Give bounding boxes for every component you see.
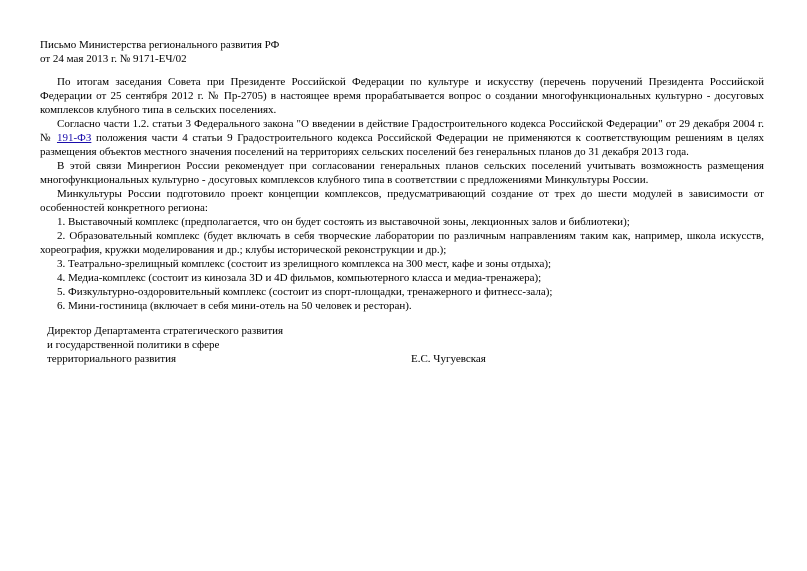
list-item: 5. Физкультурно-оздоровительный комплекс (состоит из спорт-площадки, тренажерного и фитнесс-зала); (57, 286, 553, 298)
paragraph-2-text-start: Согласно части 1.2. статьи 3 Федерального закона "О введении в действие Градостроительного кодекса Российской Федерации" от 29 декабря 2004 г. № (40, 118, 764, 144)
federal-law-191-link[interactable]: 191-ФЗ (56, 132, 92, 144)
list-item: 4. Медиа-комплекс (состоит из кинозала 3D и 4D фильмов, компьютерного класса и медиа-тренажера); (57, 272, 542, 284)
signature-position-line-3: территориального развития (47, 353, 177, 365)
list-item: 1. Выставочный комплекс (предполагается, что он будет состоять из выставочной зоны, лекционных залов и библиотеки); (57, 216, 630, 228)
list-item: 3. Театрально-зрелищный комплекс (состоит из зрелищного комплекса на 300 мест, кафе и зоны отдыха); (57, 258, 552, 270)
paragraph-3: В этой связи Минрегион России рекомендует при согласовании генеральных планов сельских поселений учитывать возможность размещения многофункциональных культурно - досуговых комплексов клубного типа в соответствии с предложениями Минкультуры России. (40, 160, 764, 186)
document-title (40, 38, 764, 66)
document-title-line-1: Письмо Министерства регионального развития РФ (40, 39, 280, 51)
document-title-line-2: от 24 мая 2013 г. № 9171-ЕЧ/02 (40, 53, 187, 65)
list-item: 2. Образовательный комплекс (будет включать в себя творческие лаборатории по различным направлениям таким как, например, школа искусств, хореография, кружки моделирования и др.; клубы исторической реконструкции и др.); (40, 230, 764, 256)
paragraph-2 (40, 117, 764, 159)
signature-position-line-2: и государственной политики в сфере (47, 339, 220, 351)
signatory-name: Е.С. Чугуевская (411, 353, 486, 365)
signature-position-line-1: Директор Департамента стратегического развития (47, 325, 284, 337)
paragraph-2-text-end: положения части 4 статьи 9 Градостроительного кодекса Российской Федерации не применяются к соответствующим решениям в целях размещения объектов местного значения поселений на территориях сельских поселений без генеральных планов до 31 декабря 2013 года. (40, 132, 765, 158)
paragraph-1: По итогам заседания Совета при Президенте Российской Федерации по культуре и искусству (перечень поручений Президента Российской Федерации от 25 сентября 2012 г. № Пр-2705) в настоящее время прорабатывается вопрос о создании многофункциональных культурно - досуговых комплексов клубного типа в сельских поселениях. (40, 76, 764, 116)
signature-block (47, 324, 527, 366)
modules-list (40, 215, 764, 313)
paragraph-4: Минкультуры России подготовило проект концепции комплексов, предусматривающий создание от трех до шести модулей в зависимости от особенностей конкретного региона: (40, 188, 764, 214)
document-body (40, 38, 764, 313)
list-item: 6. Мини-гостиница (включает в себя мини-отель на 50 человек и ресторан). (57, 300, 412, 312)
